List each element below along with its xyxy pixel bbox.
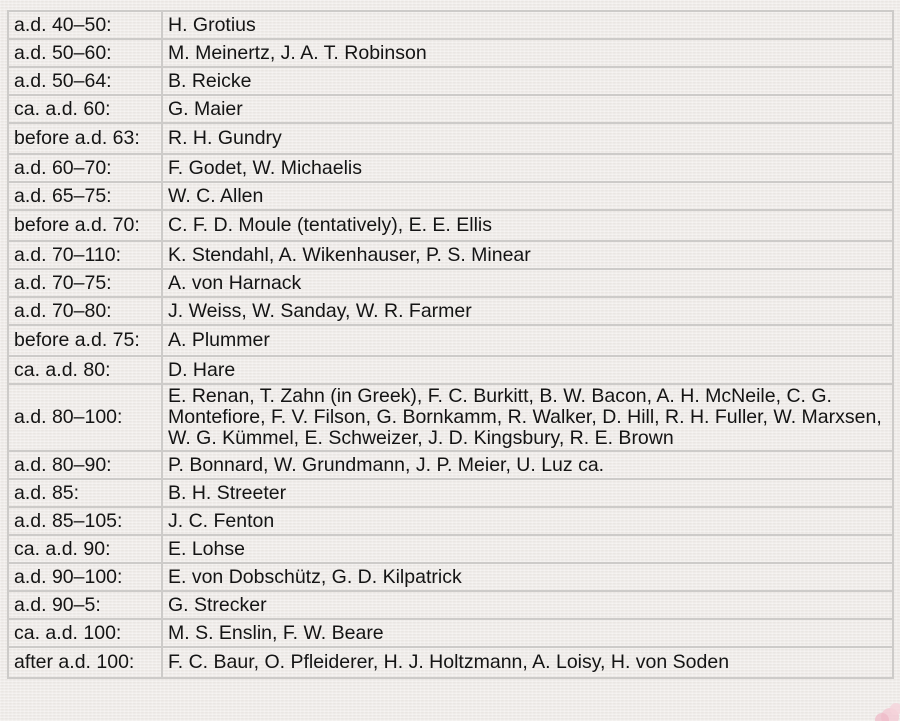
table-row	[8, 11, 893, 39]
date-cell: after a.d. 100:	[8, 647, 162, 678]
date-cell: a.d. 85:	[8, 479, 162, 507]
dating-table	[7, 10, 894, 679]
table-row	[8, 563, 893, 591]
table-row	[8, 39, 893, 67]
date-cell: a.d. 80–90:	[8, 451, 162, 479]
scholars-cell: H. Grotius	[162, 11, 893, 39]
scholars-cell: R. H. Gundry	[162, 123, 893, 154]
scholars-cell: J. C. Fenton	[162, 507, 893, 535]
flower-decoration	[860, 695, 900, 721]
table-row	[8, 241, 893, 269]
date-cell: before a.d. 63:	[8, 123, 162, 154]
date-cell: a.d. 70–80:	[8, 297, 162, 325]
table-row	[8, 269, 893, 297]
table-row	[8, 123, 893, 154]
scholars-cell: F. Godet, W. Michaelis	[162, 154, 893, 182]
scholars-cell: G. Strecker	[162, 591, 893, 619]
scholars-cell: W. C. Allen	[162, 182, 893, 210]
scholars-cell: B. Reicke	[162, 67, 893, 95]
date-cell: a.d. 60–70:	[8, 154, 162, 182]
table-row	[8, 451, 893, 479]
scholars-cell: D. Hare	[162, 356, 893, 384]
date-cell: a.d. 70–75:	[8, 269, 162, 297]
table-row	[8, 535, 893, 563]
table-row	[8, 325, 893, 356]
date-cell: ca. a.d. 80:	[8, 356, 162, 384]
table-row	[8, 182, 893, 210]
table-row	[8, 154, 893, 182]
date-cell: a.d. 80–100:	[8, 384, 162, 451]
date-cell: a.d. 85–105:	[8, 507, 162, 535]
table-row	[8, 356, 893, 384]
scholars-cell: E. Lohse	[162, 535, 893, 563]
scholars-cell: C. F. D. Moule (tentatively), E. E. Ellis	[162, 210, 893, 241]
dating-table-container	[7, 10, 892, 679]
date-cell: ca. a.d. 60:	[8, 95, 162, 123]
table-row	[8, 591, 893, 619]
table-row	[8, 210, 893, 241]
date-cell: ca. a.d. 90:	[8, 535, 162, 563]
flower-icon	[860, 695, 900, 721]
scholars-cell: M. Meinertz, J. A. T. Robinson	[162, 39, 893, 67]
table-row	[8, 507, 893, 535]
date-cell: ca. a.d. 100:	[8, 619, 162, 647]
scholars-cell: E. Renan, T. Zahn (in Greek), F. C. Burkitt, B. W. Bacon, A. H. McNeile, C. G. Montefiore, F. V. Filson, G. Bornkamm, R. Walker, D. Hill, R. H. Fuller, W. Marxsen, W. G. Kümmel, E. Schweizer, J. D. Kingsbury, R. E. Brown	[162, 384, 893, 451]
date-cell: a.d. 90–100:	[8, 563, 162, 591]
date-cell: a.d. 50–60:	[8, 39, 162, 67]
table-row	[8, 67, 893, 95]
date-cell: a.d. 65–75:	[8, 182, 162, 210]
scholars-cell: M. S. Enslin, F. W. Beare	[162, 619, 893, 647]
scholars-cell: K. Stendahl, A. Wikenhauser, P. S. Minear	[162, 241, 893, 269]
table-row	[8, 384, 893, 451]
date-cell: a.d. 90–5:	[8, 591, 162, 619]
scholars-cell: P. Bonnard, W. Grundmann, J. P. Meier, U. Luz ca.	[162, 451, 893, 479]
table-row	[8, 479, 893, 507]
scholars-cell: A. Plummer	[162, 325, 893, 356]
scholars-cell: J. Weiss, W. Sanday, W. R. Farmer	[162, 297, 893, 325]
scholars-cell: F. C. Baur, O. Pfleiderer, H. J. Holtzmann, A. Loisy, H. von Soden	[162, 647, 893, 678]
table-row	[8, 647, 893, 678]
date-cell: before a.d. 75:	[8, 325, 162, 356]
scholars-cell: B. H. Streeter	[162, 479, 893, 507]
scholars-cell: A. von Harnack	[162, 269, 893, 297]
date-cell: before a.d. 70:	[8, 210, 162, 241]
table-row	[8, 619, 893, 647]
scholars-cell: G. Maier	[162, 95, 893, 123]
scholars-cell: E. von Dobschütz, G. D. Kilpatrick	[162, 563, 893, 591]
date-cell: a.d. 50–64:	[8, 67, 162, 95]
table-row	[8, 95, 893, 123]
date-cell: a.d. 70–110:	[8, 241, 162, 269]
table-row	[8, 297, 893, 325]
date-cell: a.d. 40–50:	[8, 11, 162, 39]
